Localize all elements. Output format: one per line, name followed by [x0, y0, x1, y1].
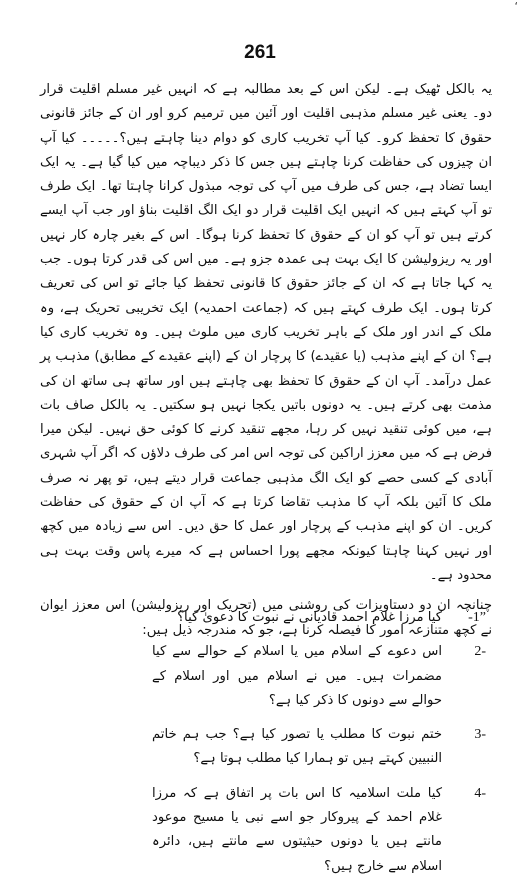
- question-item: [40, 723, 492, 772]
- question-number: ”1-: [468, 610, 486, 625]
- question-item: [40, 606, 492, 630]
- question-text: کیا ملت اسلامیہ کا اس بات پر اتفاق ہے کہ مرزا غلام احمد کے پیروکار جو اسے نبی یا مسیح موعود مانتے ہیں یا دونوں حیثیتوں سے مانتے ہیں، دائرہ اسلام سے خارج ہیں؟: [152, 785, 442, 874]
- question-item: [40, 640, 492, 713]
- question-number: -3: [474, 727, 486, 743]
- question-text: اس دعوے کے اسلام میں یا اسلام کے حوالے سے کیا مضمرات ہیں۔ میں نے اسلام میں اور اسلام کے حوالے سے دونوں کا ذکر کیا ہے؟: [152, 644, 442, 708]
- corner-mark: ‘: [514, 0, 518, 13]
- body-text: [40, 78, 492, 643]
- paragraph: چنانچہ ان دو دستاویزات کی روشنی میں (تحریک اور ریزولیشن) اس معزز ایوان نے کچھ متنازعہ امور کا فیصلہ کرنا ہے، جو کہ مندرجہ ذیل ہیں:: [40, 598, 492, 638]
- question-list: [40, 606, 492, 889]
- question-number: -2: [474, 644, 486, 660]
- question-text: کیا مرزا غلام احمد قادیانی نے نبوت کا دعویٰ کیا؟: [177, 610, 442, 625]
- question-number: -4: [474, 785, 486, 801]
- question-item: [40, 782, 492, 879]
- paragraph: یہ بالکل ٹھیک ہے۔ لیکن اس کے بعد مطالبہ ہے کہ انہیں غیر مسلم اقلیت قرار دو۔ یعنی غیر مسلم مذہبی اقلیت اور آئین میں ترمیم کرو اور ان کے جائز قانونی حقوق کا تحفظ کرو۔ کیا آپ تخریب کاری کو دوام دینا چاہتے ہیں؟۔۔۔۔۔ کیا آپ ان چیزوں کی حفاظت کرنا چاہتے ہیں جس کا ذکر دیباچہ میں کیا گیا ہے۔ یہ ایک ایسا تضاد ہے، جس کی طرف میں آپ کی توجہ مبذول کرانا چاہتا تھا۔ ایک طرف تو آپ کہتے ہیں کہ انہیں ایک اقلیت قرار دو ایک الگ اقلیت بناؤ اور جب آپ ایسے کرتے ہیں تو آپ کو ان کے حقوق کا تحفظ کرنا ہوگا۔ اس کے بغیر چارہ کار نہیں اور یہ ریزولیشن کا ایک بہت ہی عمدہ جزو ہے۔ میں اس کی قدر کرتا ہوں۔ جب یہ کہا جاتا ہے کہ ان کے جائز حقوق کا قانونی تحفظ کیا جائے تو اس کی تعریف کرتا ہوں۔ ایک طرف کہتے ہیں کہ (جماعت احمدیہ) ایک تخریبی تحریک ہے، وہ ملک کے اندر اور ملک کے باہر تخریب کاری میں ملوث ہیں۔ وہ تخریب کاری کیا ہے؟ ان کے اپنے مذہب (یا عقیدے) کا پرچار ان کے (اپنے عقیدے کے مطابق) مذہب پر عمل درآمد۔ آپ ان کے حقوق کا تحفظ بھی چاہتے ہیں اور ساتھ ہی ساتھ ان کی مذمت بھی کرتے ہیں۔ یہ دونوں باتیں یکجا نہیں ہو سکتیں۔ یہ بالکل صاف بات ہے، میں کوئی تنقید نہیں کر رہا، مجھے تنقید کرنے کا کوئی حق نہیں۔ لیکن میرا فرض ہے کہ میں معزز اراکین کی توجہ اس امر کی طرف دلاؤں کہ اگر آپ شہری آبادی کے کسی حصے کو ایک الگ مذہبی جماعت قرار دیتے ہیں، تو پھر نہ صرف ملک کا آئین بلکہ آپ کا مذہب تقاضا کرتا ہے کہ آپ ان کے حقوق کی حفاظت کریں۔ ان کو اپنے مذہب کے پرچار اور عمل کا حق دیں۔ اس سے زیادہ میں کچھ اور نہیں کہنا چاہتا کیونکہ مجھے پورا احساس ہے کہ میرے پاس وقت بہت ہی محدود ہے۔: [40, 82, 492, 583]
- page-number: 261: [244, 42, 276, 63]
- question-text: ختم نبوت کا مطلب یا تصور کیا ہے؟ جب ہم خاتم النبیین کہتے ہیں تو ہمارا کیا مطلب ہوتا ہے؟: [152, 727, 442, 767]
